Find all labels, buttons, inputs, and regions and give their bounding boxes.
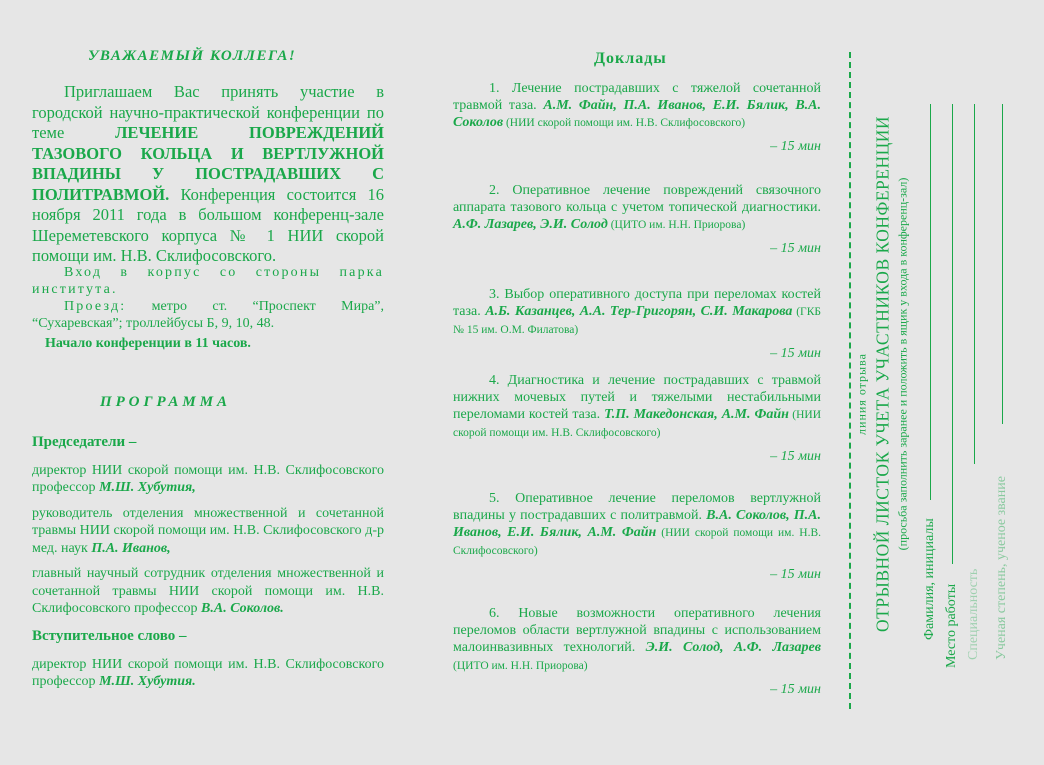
invitation-details: Конференция состоится 16 ноября 2011 года в большом конференц-зале Шереметевского корпуса № 1 НИИ скорой помощи им. Н.В. Склифосовского. <box>32 184 384 265</box>
invitation-paragraph <box>32 82 384 267</box>
opening-item: директор НИИ скорой помощи им. Н.В. Склифосовского профессор М.Ш. Хубутия. <box>32 656 384 689</box>
tear-off-title: ОТРЫВНОЙ ЛИСТОК УЧЕТА УЧАСТНИКОВ КОНФЕРЕНЦИИ <box>872 116 893 632</box>
transport-text: метро ст. “Проспект Мира”, “Сухаревская”; троллейбусы Б, 9, 10, 48. <box>32 299 384 331</box>
report-duration: – 15 мин <box>770 346 821 361</box>
report-item: 1. Лечение пострадавших с тяжелой сочетанной травмой таза. А.М. Файн, П.А. Иванов, Е.И. Бялик, В.А. Соколов (НИИ скорой помощи им. Н.В. Склифосовского) – 15 мин <box>453 81 821 154</box>
cut-line-label: линия отрыва <box>854 353 869 435</box>
start-time: Начало конференции в 11 часов. <box>45 336 251 351</box>
report-item: 4. Диагностика и лечение пострадавших с травмой нижних мочевых путей и тяжелыми нестабильными переломами костей таза. Т.П. Македонская, А.М. Файн (НИИ скорой помощи им. Н.В. Склифосовского) – 15 мин <box>453 373 821 464</box>
field-degree-line[interactable] <box>1002 104 1003 424</box>
report-item: 3. Выбор оперативного доступа при переломах костей таза. А.Б. Казанцев, А.А. Тер-Григорян, С.И. Макарова (ГКБ № 15 им. О.М. Филатова) – 15 мин <box>453 287 821 361</box>
cut-line <box>849 52 851 709</box>
chair-item: главный научный сотрудник отделения множественной и сочетанной травмы НИИ скорой помощи им. Н.В. Склифосовского профессор В.А. Соколов. <box>32 566 384 616</box>
entrance-text: Вход в корпус со стороны парка института. <box>32 265 384 297</box>
greeting-heading: УВАЖАЕМЫЙ КОЛЛЕГА! <box>88 48 297 64</box>
field-degree-label: Ученая степень, ученое звание <box>994 476 1009 660</box>
entrance-info <box>32 264 384 298</box>
report-item: 2. Оперативное лечение повреждений связочного аппарата тазового кольца с учетом топической диагностики. А.Ф. Лазарев, Э.И. Солод (ЦИТО им. Н.Н. Приорова) – 15 мин <box>453 183 821 256</box>
field-name-line[interactable] <box>930 104 931 500</box>
program-title: ПРОГРАММА <box>100 394 232 410</box>
chairs-section <box>32 434 384 618</box>
field-work-line[interactable] <box>952 104 953 564</box>
tear-off-subtitle: (просьба заполнить заранее и положить в ящик у входа в конференц-зал) <box>895 177 910 551</box>
field-name-label: Фамилия, инициалы <box>922 518 937 640</box>
report-duration: – 15 мин <box>770 567 821 582</box>
report-item: 5. Оперативное лечение переломов вертлужной впадины у пострадавших с политравмой. В.А. Соколов, П.А. Иванов, Е.И. Бялик, А.М. Файн (НИИ скорой помощи им. Н.В. Склифосовского) – 15 мин <box>453 491 821 582</box>
report-duration: – 15 мин <box>770 682 821 697</box>
reports-title: Доклады <box>594 50 667 67</box>
chair-item: руководитель отделения множественной и сочетанной травмы НИИ скорой помощи им. Н.В. Склифосовского д-р мед. наук П.А. Иванов, <box>32 505 384 556</box>
invitation-intro: Приглашаем Вас принять участие в городской научно-практической конференции по теме <box>32 82 384 142</box>
chairs-heading: Председатели – <box>32 434 137 450</box>
field-specialty-line[interactable] <box>974 104 975 464</box>
transport-label: Проезд: <box>64 299 127 314</box>
report-item: 6. Новые возможности оперативного лечения переломов области вертлужной впадины с использованием малоинвазивных технологий. Э.И. Солод, А.Ф. Лазарев (ЦИТО им. Н.Н. Приорова) – 15 мин <box>453 606 821 697</box>
report-duration: – 15 мин <box>770 449 821 464</box>
field-work-label: Место работы <box>944 583 959 668</box>
field-specialty-label: Специальность <box>966 568 981 660</box>
conference-topic: ЛЕЧЕНИЕ ПОВРЕЖДЕНИЙ ТАЗОВОГО КОЛЬЦА И ВЕРТЛУЖНОЙ ВПАДИНЫ У ПОСТРАДАВШИХ С ПОЛИТРАВМОЙ. <box>32 123 384 204</box>
opening-section <box>32 628 384 691</box>
opening-heading: Вступительное слово – <box>32 628 187 644</box>
report-duration: – 15 мин <box>770 241 821 256</box>
report-duration: – 15 мин <box>770 139 821 154</box>
chair-item: директор НИИ скорой помощи им. Н.В. Склифосовского профессор М.Ш. Хубутия, <box>32 462 384 495</box>
transport-info <box>32 298 384 332</box>
